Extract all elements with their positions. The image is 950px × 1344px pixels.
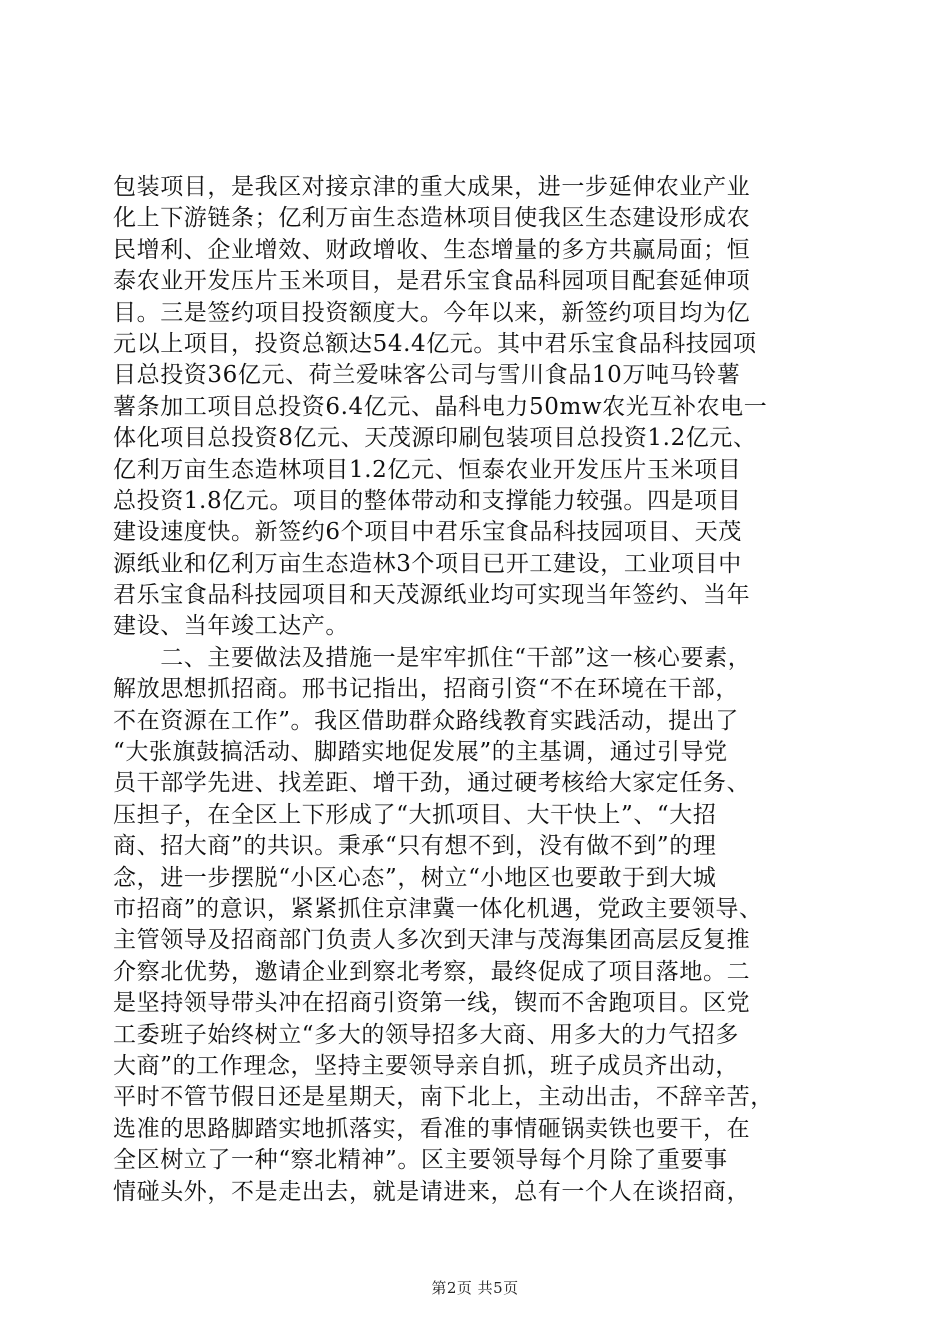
text-line: 情碰头外，不是走出去，就是请进来，总有一个人在谈招商，	[113, 1178, 751, 1205]
text-line: 总投资1.8亿元。项目的整体带动和支撑能力较强。四是项目	[113, 487, 742, 514]
text-line: 君乐宝食品科技园项目和天茂源纸业均可实现当年签约、当年	[113, 582, 751, 609]
text-line: 目。三是签约项目投资额度大。今年以来，新签约项目均为亿	[113, 299, 751, 326]
text-line: 主管领导及招商部门负责人多次到天津与茂海集团高层反复推	[113, 927, 751, 954]
text-line: 包装项目，是我区对接京津的重大成果，进一步延伸农业产业	[113, 174, 751, 200]
text-line: 大商”的工作理念，坚持主要领导亲自抓，班子成员齐出动，	[113, 1052, 739, 1079]
text-line: 建设、当年竣工达产。	[113, 613, 349, 640]
page-number: 第2页 共5页	[431, 1279, 519, 1297]
text-line: 介察北优势，邀请企业到察北考察，最终促成了项目落地。二	[113, 958, 751, 985]
text-line: 化上下游链条；亿利万亩生态造林项目使我区生态建设形成农	[113, 205, 751, 232]
text-line: 元以上项目，投资总额达54.4亿元。其中君乐宝食品科技园项	[113, 330, 757, 357]
text-line: 建设速度快。新签约6个项目中君乐宝食品科技园项目、天茂	[113, 519, 742, 546]
text-line: 市招商”的意识，紧紧抓住京津冀一体化机遇，党政主要领导、	[113, 895, 763, 922]
text-line: 薯条加工项目总投资6.4亿元、晶科电力50mw农光互补农电一	[113, 393, 768, 420]
text-line: 民增利、企业增效、财政增收、生态增量的多方共赢局面；恒	[113, 236, 751, 263]
page-footer	[0, 1277, 950, 1298]
body-text	[113, 172, 833, 1208]
text-line: 亿利万亩生态造林项目1.2亿元、恒泰农业开发压片玉米项目	[113, 456, 742, 483]
text-line: 工委班子始终树立“多大的领导招多大商、用多大的力气招多	[113, 1021, 739, 1048]
text-line: 目总投资36亿元、荷兰爱味客公司与雪川食品10万吨马铃薯	[113, 362, 741, 389]
text-line: 念，进一步摆脱“小区心态”，树立“小地区也要敢于到大城	[113, 864, 717, 891]
text-line: 商、招大商”的共识。秉承“只有想不到，没有做不到”的理	[113, 833, 717, 860]
text-line: 压担子，在全区上下形成了“大抓项目、大干快上”、“大招	[113, 801, 717, 828]
text-line: 选准的思路脚踏实地抓落实，看准的事情砸锅卖铁也要干，在	[113, 1115, 751, 1142]
text-line: 解放思想抓招商。邢书记指出，招商引资“不在环境在干部，	[113, 676, 739, 703]
text-line: 不在资源在工作”。我区借助群众路线教育实践活动，提出了	[113, 707, 739, 734]
text-line: 员干部学先进、找差距、增干劲，通过硬考核给大家定任务、	[113, 770, 751, 797]
text-line: “大张旗鼓搞活动、脚踏实地促发展”的主基调，通过引导党	[113, 739, 728, 766]
text-line: 平时不管节假日还是星期天，南下北上，主动出击，不辞辛苦，	[113, 1084, 774, 1111]
text-line: 是坚持领导带头冲在招商引资第一线，锲而不舍跑项目。区党	[113, 990, 751, 1017]
text-line: 体化项目总投资8亿元、天茂源印刷包装项目总投资1.2亿元、	[113, 425, 757, 452]
text-line: 源纸业和亿利万亩生态造林3个项目已开工建设，工业项目中	[113, 550, 742, 577]
text-line: 全区树立了一种“察北精神”。区主要领导每个月除了重要事	[113, 1147, 728, 1174]
text-line: 二、主要做法及措施一是牢牢抓住“干部”这一核心要素，	[113, 644, 752, 671]
text-line: 泰农业开发压片玉米项目，是君乐宝食品科园项目配套延伸项	[113, 268, 751, 295]
